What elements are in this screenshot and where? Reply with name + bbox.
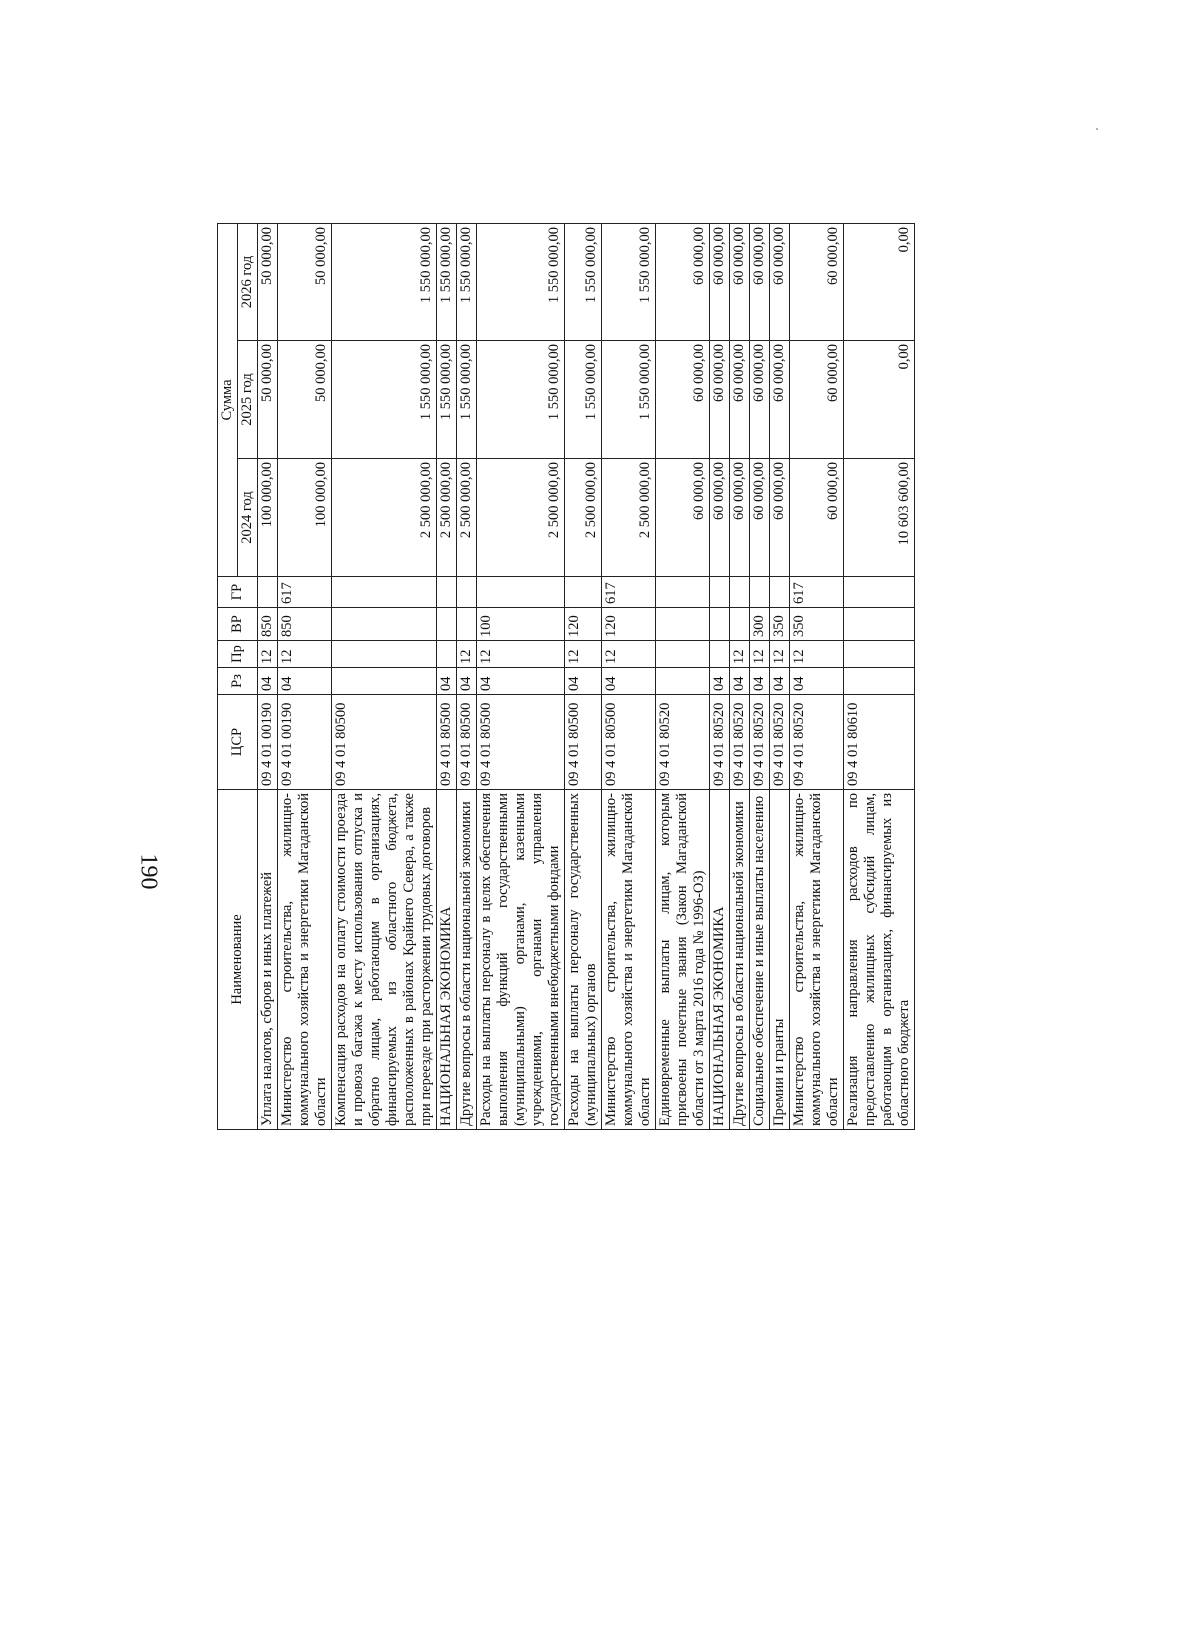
cell-pr: 12 bbox=[457, 641, 477, 668]
cell-2026: 60 000,00 bbox=[790, 223, 844, 340]
cell-csr: 09 4 01 80500 bbox=[602, 695, 656, 790]
header-2025: 2025 год bbox=[238, 341, 258, 459]
cell-name: Единовременные выплаты лицам, которым присвоены почетные звания (Закон Магаданской области от 3 марта 2016 года № 1996-ОЗ) bbox=[656, 790, 710, 1130]
cell-gr bbox=[332, 577, 437, 608]
cell-2026: 50 000,00 bbox=[278, 223, 332, 340]
cell-rz: 04 bbox=[602, 668, 656, 695]
cell-2025: 1 550 000,00 bbox=[332, 341, 437, 459]
cell-gr bbox=[844, 577, 915, 608]
table-row bbox=[602, 223, 656, 1129]
table-row bbox=[710, 223, 730, 1129]
header-name: Наименование bbox=[218, 790, 258, 1130]
cell-vr bbox=[710, 608, 730, 641]
cell-gr bbox=[750, 577, 770, 608]
cell-vr: 120 bbox=[602, 608, 656, 641]
header-row-1 bbox=[218, 223, 238, 1129]
cell-gr bbox=[656, 577, 710, 608]
cell-gr bbox=[770, 577, 790, 608]
rotated-page-content bbox=[217, 224, 1055, 1130]
cell-2024: 2 500 000,00 bbox=[457, 459, 477, 577]
cell-2024: 2 500 000,00 bbox=[477, 459, 565, 577]
cell-pr bbox=[437, 641, 457, 668]
cell-name: НАЦИОНАЛЬНАЯ ЭКОНОМИКА bbox=[710, 790, 730, 1130]
cell-vr: 300 bbox=[750, 608, 770, 641]
cell-rz: 04 bbox=[258, 668, 278, 695]
cell-rz: 04 bbox=[437, 668, 457, 695]
cell-name: НАЦИОНАЛЬНАЯ ЭКОНОМИКА bbox=[437, 790, 457, 1130]
cell-csr: 09 4 01 80500 bbox=[457, 695, 477, 790]
cell-pr bbox=[710, 641, 730, 668]
cell-pr: 12 bbox=[730, 641, 750, 668]
cell-name: Другие вопросы в области национальной экономики bbox=[730, 790, 750, 1130]
header-rz: Рз bbox=[218, 668, 258, 695]
cell-2024: 60 000,00 bbox=[730, 459, 750, 577]
header-vr: ВР bbox=[218, 608, 258, 641]
cell-vr bbox=[332, 608, 437, 641]
cell-name: Расходы на выплаты персоналу государственных (муниципальных) органов bbox=[565, 790, 602, 1130]
cell-2025: 1 550 000,00 bbox=[565, 341, 602, 459]
cell-rz: 04 bbox=[565, 668, 602, 695]
cell-2026: 60 000,00 bbox=[730, 223, 750, 340]
cell-rz bbox=[332, 668, 437, 695]
cell-rz: 04 bbox=[730, 668, 750, 695]
cell-2025: 1 550 000,00 bbox=[437, 341, 457, 459]
cell-2024: 2 500 000,00 bbox=[332, 459, 437, 577]
cell-csr: 09 4 01 00190 bbox=[278, 695, 332, 790]
cell-2026: 60 000,00 bbox=[710, 223, 730, 340]
cell-2024: 60 000,00 bbox=[770, 459, 790, 577]
cell-gr bbox=[710, 577, 730, 608]
cell-gr bbox=[437, 577, 457, 608]
cell-2026: 1 550 000,00 bbox=[565, 223, 602, 340]
cell-name: Социальное обеспечение и иные выплаты населению bbox=[750, 790, 770, 1130]
cell-csr: 09 4 01 80500 bbox=[477, 695, 565, 790]
cell-2025: 50 000,00 bbox=[258, 341, 278, 459]
cell-2024: 60 000,00 bbox=[656, 459, 710, 577]
cell-2025: 60 000,00 bbox=[730, 341, 750, 459]
cell-2025: 1 550 000,00 bbox=[602, 341, 656, 459]
cell-csr: 09 4 01 80520 bbox=[750, 695, 770, 790]
cell-pr bbox=[332, 641, 437, 668]
cell-vr bbox=[457, 608, 477, 641]
cell-2025: 1 550 000,00 bbox=[477, 341, 565, 459]
header-gr: ГР bbox=[218, 577, 258, 608]
table-row bbox=[477, 223, 565, 1129]
cell-pr bbox=[656, 641, 710, 668]
cell-gr: 617 bbox=[278, 577, 332, 608]
cell-vr: 350 bbox=[790, 608, 844, 641]
table-row bbox=[565, 223, 602, 1129]
cell-csr: 09 4 01 80520 bbox=[656, 695, 710, 790]
cell-2024: 100 000,00 bbox=[258, 459, 278, 577]
cell-pr: 12 bbox=[790, 641, 844, 668]
scan-speck bbox=[1096, 128, 1098, 130]
cell-csr: 09 4 01 80500 bbox=[565, 695, 602, 790]
cell-gr: 617 bbox=[602, 577, 656, 608]
header-2026: 2026 год bbox=[238, 223, 258, 340]
cell-gr bbox=[477, 577, 565, 608]
cell-csr: 09 4 01 80500 bbox=[332, 695, 437, 790]
page-number: 190 bbox=[135, 853, 162, 890]
cell-rz: 04 bbox=[710, 668, 730, 695]
cell-csr: 09 4 01 80520 bbox=[710, 695, 730, 790]
cell-2026: 1 550 000,00 bbox=[477, 223, 565, 340]
cell-pr: 12 bbox=[602, 641, 656, 668]
table-row bbox=[278, 223, 332, 1129]
cell-2024: 2 500 000,00 bbox=[565, 459, 602, 577]
cell-name: Уплата налогов, сборов и иных платежей bbox=[258, 790, 278, 1130]
cell-rz: 04 bbox=[457, 668, 477, 695]
cell-rz: 04 bbox=[770, 668, 790, 695]
cell-2025: 60 000,00 bbox=[790, 341, 844, 459]
cell-gr: 617 bbox=[790, 577, 844, 608]
cell-2024: 60 000,00 bbox=[790, 459, 844, 577]
cell-vr bbox=[730, 608, 750, 641]
header-sum: Сумма bbox=[218, 223, 238, 576]
cell-gr bbox=[258, 577, 278, 608]
cell-2024: 2 500 000,00 bbox=[602, 459, 656, 577]
cell-2025: 60 000,00 bbox=[750, 341, 770, 459]
cell-csr: 09 4 01 80610 bbox=[844, 695, 915, 790]
cell-pr: 12 bbox=[477, 641, 565, 668]
cell-rz bbox=[656, 668, 710, 695]
cell-2026: 1 550 000,00 bbox=[457, 223, 477, 340]
cell-vr: 100 bbox=[477, 608, 565, 641]
cell-csr: 09 4 01 80500 bbox=[437, 695, 457, 790]
cell-vr: 350 bbox=[770, 608, 790, 641]
cell-vr: 850 bbox=[278, 608, 332, 641]
cell-pr: 12 bbox=[258, 641, 278, 668]
cell-2024: 60 000,00 bbox=[710, 459, 730, 577]
cell-2025: 60 000,00 bbox=[770, 341, 790, 459]
cell-2026: 60 000,00 bbox=[656, 223, 710, 340]
cell-csr: 09 4 01 00190 bbox=[258, 695, 278, 790]
cell-vr bbox=[844, 608, 915, 641]
cell-2026: 60 000,00 bbox=[770, 223, 790, 340]
table-row bbox=[258, 223, 278, 1129]
cell-pr: 12 bbox=[278, 641, 332, 668]
cell-rz bbox=[844, 668, 915, 695]
cell-pr: 12 bbox=[565, 641, 602, 668]
budget-table bbox=[217, 223, 915, 1130]
cell-2024: 10 603 600,00 bbox=[844, 459, 915, 577]
cell-name: Министерство строительства, жилищно-коммунального хозяйства и энергетики Магаданской области bbox=[790, 790, 844, 1130]
table-row bbox=[750, 223, 770, 1129]
table-row bbox=[457, 223, 477, 1129]
cell-name: Компенсация расходов на оплату стоимости проезда и провоза багажа к месту использования отпуска и обратно лицам, работающим в организациях, финансируемых из областного бюджета, расположенных в районах Крайнего Севера, а также при переезде при расторжении трудовых договоров bbox=[332, 790, 437, 1130]
cell-vr bbox=[437, 608, 457, 641]
cell-rz: 04 bbox=[477, 668, 565, 695]
cell-vr: 850 bbox=[258, 608, 278, 641]
cell-name: Премии и гранты bbox=[770, 790, 790, 1130]
cell-name: Другие вопросы в области национальной экономики bbox=[457, 790, 477, 1130]
header-csr: ЦСР bbox=[218, 695, 258, 790]
table-row bbox=[437, 223, 457, 1129]
cell-2026: 1 550 000,00 bbox=[602, 223, 656, 340]
cell-csr: 09 4 01 80520 bbox=[730, 695, 750, 790]
cell-2025: 50 000,00 bbox=[278, 341, 332, 459]
cell-2024: 2 500 000,00 bbox=[437, 459, 457, 577]
table-row bbox=[790, 223, 844, 1129]
cell-gr bbox=[457, 577, 477, 608]
cell-csr: 09 4 01 80520 bbox=[790, 695, 844, 790]
cell-2026: 60 000,00 bbox=[750, 223, 770, 340]
cell-2025: 0,00 bbox=[844, 341, 915, 459]
header-pr: Пр bbox=[218, 641, 258, 668]
table-row bbox=[656, 223, 710, 1129]
cell-2024: 60 000,00 bbox=[750, 459, 770, 577]
cell-gr bbox=[730, 577, 750, 608]
cell-name: Расходы на выплаты персоналу в целях обеспечения выполнения функций государственными (муниципальными) органами, казенными учреждениями, органами управления государственными внебюджетными фондами bbox=[477, 790, 565, 1130]
cell-vr bbox=[656, 608, 710, 641]
cell-name: Министерство строительства, жилищно-коммунального хозяйства и энергетики Магаданской области bbox=[602, 790, 656, 1130]
cell-2026: 1 550 000,00 bbox=[437, 223, 457, 340]
cell-pr: 12 bbox=[770, 641, 790, 668]
cell-2025: 60 000,00 bbox=[656, 341, 710, 459]
cell-name: Министерство строительства, жилищно-коммунального хозяйства и энергетики Магаданской области bbox=[278, 790, 332, 1130]
cell-rz: 04 bbox=[278, 668, 332, 695]
cell-2026: 1 550 000,00 bbox=[332, 223, 437, 340]
cell-2024: 100 000,00 bbox=[278, 459, 332, 577]
cell-2026: 0,00 bbox=[844, 223, 915, 340]
cell-2025: 1 550 000,00 bbox=[457, 341, 477, 459]
cell-name: Реализация направления расходов по предоставлению жилищных субсидий лицам, работающим в организациях, финансируемых из областного бюджета bbox=[844, 790, 915, 1130]
cell-pr: 12 bbox=[750, 641, 770, 668]
table-row bbox=[332, 223, 437, 1129]
cell-2026: 50 000,00 bbox=[258, 223, 278, 340]
table-row bbox=[730, 223, 750, 1129]
cell-rz: 04 bbox=[750, 668, 770, 695]
cell-pr bbox=[844, 641, 915, 668]
header-2024: 2024 год bbox=[238, 459, 258, 577]
cell-rz: 04 bbox=[790, 668, 844, 695]
table-row bbox=[770, 223, 790, 1129]
cell-vr: 120 bbox=[565, 608, 602, 641]
table-row bbox=[844, 223, 915, 1129]
cell-csr: 09 4 01 80520 bbox=[770, 695, 790, 790]
cell-2025: 60 000,00 bbox=[710, 341, 730, 459]
cell-gr bbox=[565, 577, 602, 608]
